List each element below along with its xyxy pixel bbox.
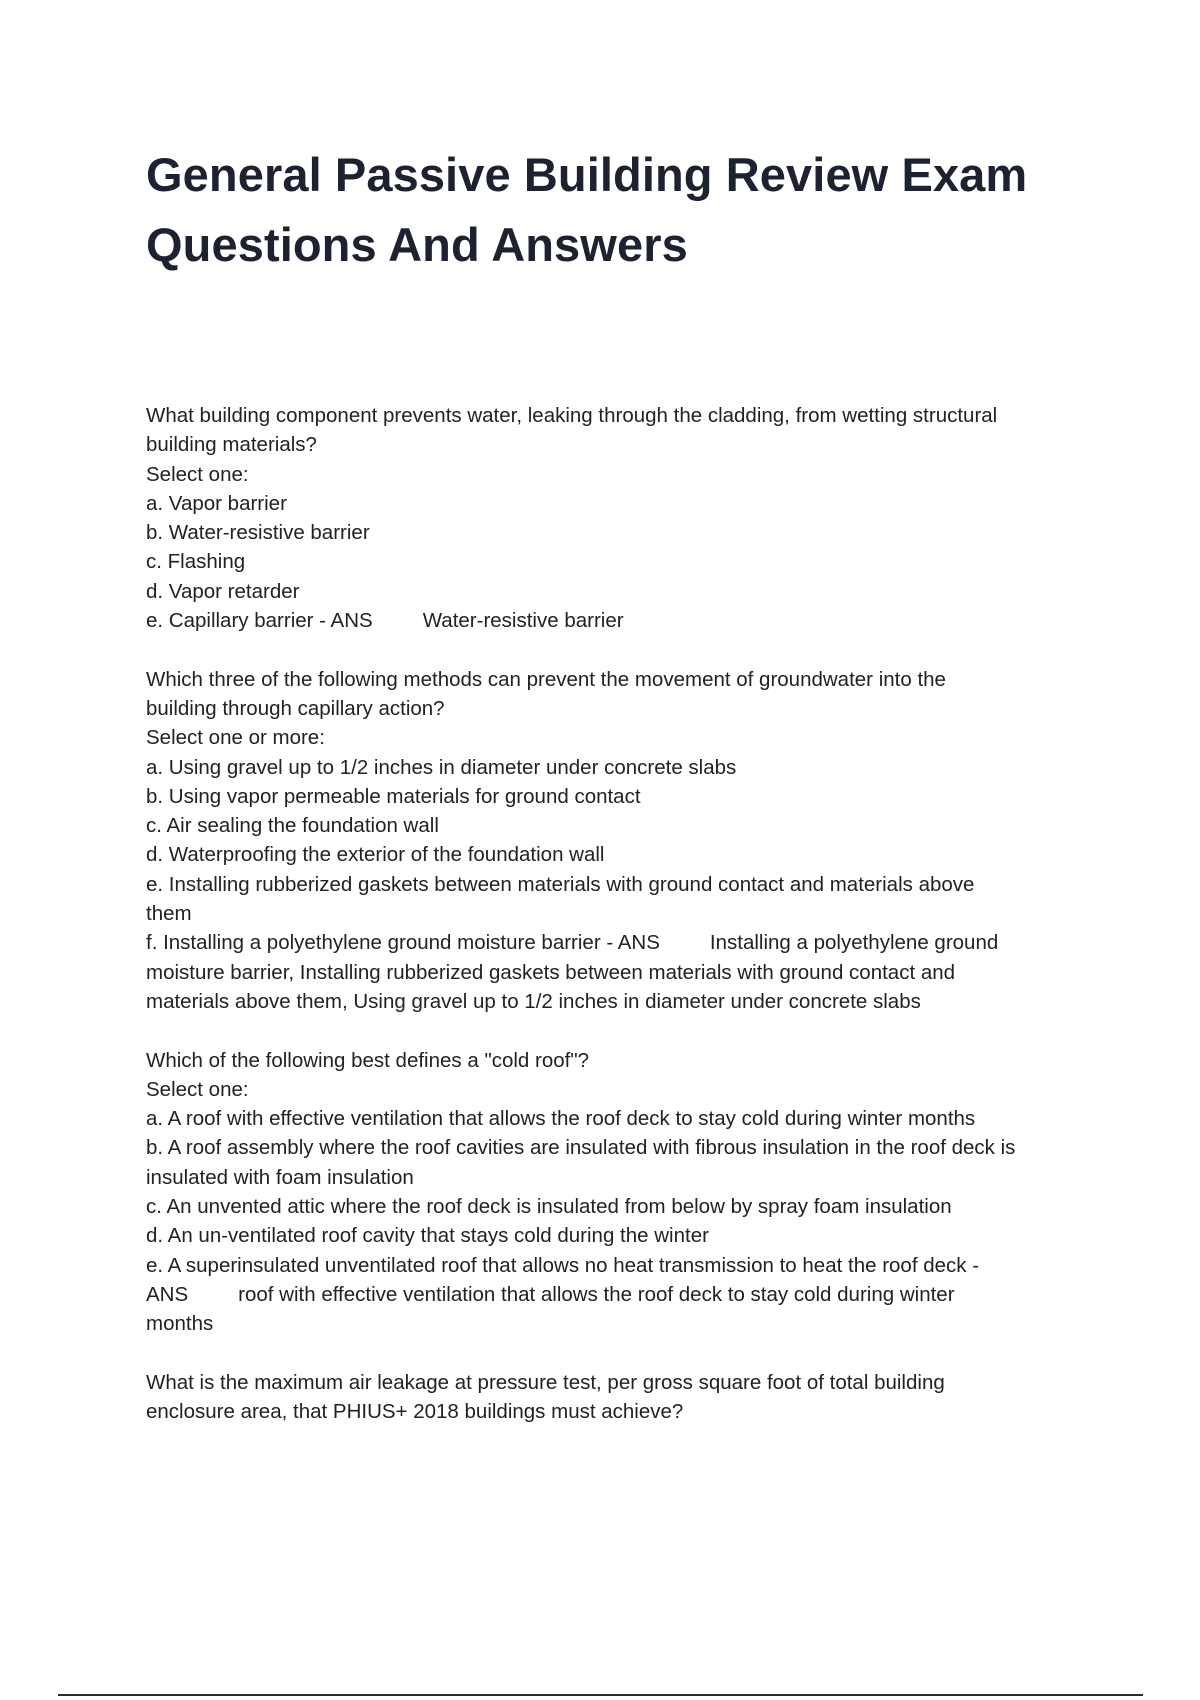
question-1-answer: Water-resistive barrier [422, 609, 624, 633]
question-1-option-a: a. Vapor barrier [146, 491, 287, 515]
question-2-option-e: e. Installing rubberized gaskets between materials with ground contact and materials above [146, 872, 975, 896]
question-3-option-c: c. An unvented attic where the roof deck is insulated from below by spray foam insulation [146, 1195, 952, 1219]
question-3-ans-label: ANS [146, 1282, 189, 1306]
question-3-option-b-cont: insulated with foam insulation [146, 1165, 414, 1189]
page-title-line-2: Questions And Answers [146, 218, 688, 271]
question-3-answer-line-1: roof with effective ventilation that allows the roof deck to stay cold during winter [238, 1282, 955, 1306]
page-title [146, 140, 1096, 280]
question-2-stem-line-2: building through capillary action? [146, 696, 445, 720]
question-2-answer-line-1: Installing a polyethylene ground [709, 931, 999, 955]
question-3-option-d: d. An un-ventilated roof cavity that stays cold during the winter [146, 1224, 709, 1248]
question-block-1 [146, 401, 1096, 635]
question-2-option-c: c. Air sealing the foundation wall [146, 814, 439, 838]
question-1-option-e: e. Capillary barrier - ANS [146, 609, 373, 633]
footer-divider [58, 1694, 1143, 1696]
question-4-stem-line-2: enclosure area, that PHIUS+ 2018 buildings must achieve? [146, 1400, 684, 1424]
page-title-line-1: General Passive Building Review Exam [146, 148, 1028, 201]
question-3-answer-line-2: months [146, 1312, 214, 1336]
document-header [146, 140, 1096, 280]
question-4-stem-line-1: What is the maximum air leakage at pressure test, per gross square foot of total building [146, 1370, 945, 1394]
question-2-answer-line-2: moisture barrier, Installing rubberized gaskets between materials with ground contact and [146, 960, 956, 984]
question-1-option-b: b. Water-resistive barrier [146, 521, 370, 545]
question-2-instruction: Select one or more: [146, 726, 325, 750]
question-3-instruction: Select one: [146, 1077, 249, 1101]
question-3-stem-line-1: Which of the following best defines a "cold roof"? [146, 1048, 590, 1072]
question-1-stem-line-2: building materials? [146, 433, 317, 457]
question-block-3 [146, 1046, 1096, 1339]
question-3-answer-line-1-row [146, 1280, 1096, 1309]
question-block-4 [146, 1368, 1096, 1427]
question-2-option-f: f. Installing a polyethylene ground moisture barrier - ANS [146, 931, 660, 955]
question-2-answer-line-3: materials above them, Using gravel up to 1/2 inches in diameter under concrete slabs [146, 989, 921, 1013]
question-3-option-a: a. A roof with effective ventilation that allows the roof deck to stay cold during winter months [146, 1107, 976, 1131]
document-body [146, 401, 1096, 1456]
question-2-option-a: a. Using gravel up to 1/2 inches in diameter under concrete slabs [146, 755, 737, 779]
question-1-instruction: Select one: [146, 462, 249, 486]
question-3-option-b: b. A roof assembly where the roof cavities are insulated with fibrous insulation in the roof deck is [146, 1136, 1016, 1160]
question-1-option-e-with-answer [146, 606, 1096, 635]
question-1-option-d: d. Vapor retarder [146, 579, 300, 603]
question-1-stem-line-1: What building component prevents water, leaking through the cladding, from wetting structural [146, 404, 998, 427]
question-1-option-c: c. Flashing [146, 550, 246, 574]
question-2-option-e-cont: them [146, 902, 192, 926]
question-2-option-b: b. Using vapor permeable materials for ground contact [146, 784, 641, 808]
question-2-stem-line-1: Which three of the following methods can prevent the movement of groundwater into the [146, 667, 946, 691]
question-3-option-e: e. A superinsulated unventilated roof that allows no heat transmission to heat the roof deck - [146, 1253, 980, 1277]
question-2-option-d: d. Waterproofing the exterior of the foundation wall [146, 843, 605, 867]
question-block-2 [146, 665, 1096, 1017]
question-2-option-f-with-answer [146, 928, 1096, 957]
